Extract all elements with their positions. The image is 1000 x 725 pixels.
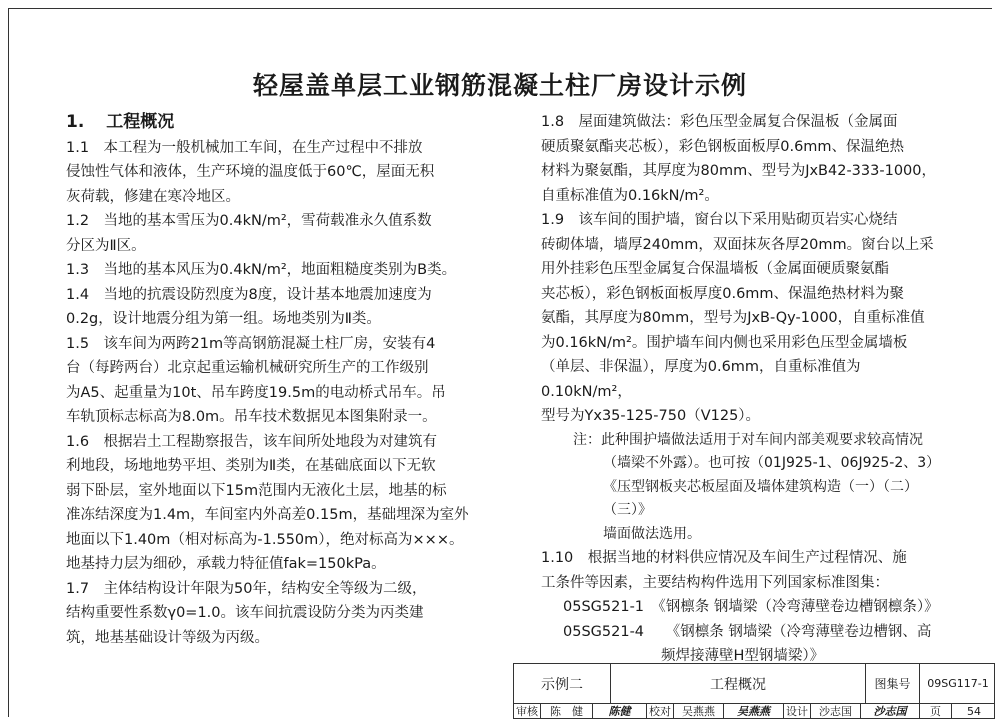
text-line: 1.1 本工程为一般机械加工车间，在生产过程中不排放 (66, 139, 423, 156)
text-line: 地面以下1.40m（相对标高为-1.550m），绝对标高为×××。 (66, 531, 464, 548)
checker-signature: 吴燕燕 (724, 703, 784, 719)
right-body (541, 110, 951, 429)
page-label: 页 (920, 703, 952, 719)
text-line: 1.10 根据当地的材料供应情况及车间生产过程情况、施 (541, 550, 907, 566)
note-line: 墙面做法选用。 (603, 525, 701, 542)
note-line: 《压型钢板夹芯板屋面及墙体建筑构造（一）（二）（三）》 (603, 478, 918, 518)
text-line: 车轨顶标志标高为8.0m。吊车技术数据见本图集附录一。 (66, 409, 437, 425)
text-line: 1.4 当地的抗震设防烈度为8度，设计基本地震加速度为 (66, 286, 432, 303)
atlas-label: 图集号 (866, 664, 920, 703)
text-line: 0.2g，设计地震分组为第一组。场地类别为Ⅱ类。 (66, 311, 381, 327)
page-title: 轻屋盖单层工业钢筋混凝土柱厂房设计示例 (252, 71, 747, 100)
reference-list (541, 595, 951, 669)
text-line: 灰荷载，修建在寒冷地区。 (66, 188, 240, 205)
text-line: 材料为聚氨酯，其厚度为80mm、型号为JxB42-333-1000， (541, 163, 936, 179)
note-line: 注：此种围护墙做法适用于对车间内部美观要求较高情况 (573, 431, 923, 448)
section-title: 工程概况 (106, 112, 175, 132)
text-line: 硬质聚氨酯夹芯板），彩色钢板面板厚0.6mm、保温绝热 (541, 138, 905, 155)
note-block (541, 429, 951, 547)
text-line: 氨酯，其厚度为80mm，型号为JxB-Qy-1000，自重标准值 (541, 310, 925, 326)
text-line: 为0.16kN/m²。围护墙车间内侧也采用彩色压型金属墙板 (541, 334, 908, 351)
check-label: 校对 (647, 703, 674, 719)
text-line: 1.9 该车间的围护墙，窗台以下采用贴砌页岩实心烧结 (541, 212, 898, 228)
example-label: 示例二 (514, 664, 611, 703)
reference-line: 05SG521-1 《钢檩条 钢墙梁（冷弯薄壁卷边槽钢檩条）》 (563, 599, 939, 615)
text-line: （单层、非保温），厚度为0.6mm，自重标准值为0.10kN/m²， (541, 359, 861, 400)
left-column (66, 110, 486, 650)
text-line: 用外挂彩色压型金属复合保温墙板（金属面硬质聚氨酯 (541, 261, 889, 277)
text-line: 1.2 当地的基本雪压为0.4kN/m²，雪荷载准永久值系数 (66, 213, 432, 229)
text-line: 1.6 根据岩土工程勘察报告，该车间所处地段为对建筑有 (66, 433, 438, 450)
design-label: 设计 (784, 703, 811, 719)
text-line: 工条件等因素，主要结构构件选用下列国家标准图集： (541, 574, 889, 591)
text-line: 侵蚀性气体和液体，生产环境的温度低于60℃，屋面无积 (66, 164, 435, 180)
text-line: 1.7 主体结构设计年限为50年，结构安全等级为二级， (66, 580, 427, 597)
right-column (541, 110, 951, 669)
text-line: 台（每跨两台）北京起重运输机械研究所生产的工作级别 (66, 360, 429, 376)
review-label: 审核 (514, 703, 541, 719)
right-body-2 (541, 546, 951, 595)
text-line: 为A5、起重量为10t、吊车跨度19.5m的电动桥式吊车。吊 (66, 384, 446, 401)
page-number: 54 (967, 704, 981, 718)
text-line: 结构重要性系数γ0=1.0。该车间抗震设防分类为丙类建 (66, 605, 424, 621)
section-number: 1. (66, 112, 85, 132)
text-line: 筑，地基基础设计等级为丙级。 (66, 629, 269, 646)
atlas-number: 09SG117-1 (927, 677, 989, 690)
text-line: 1.3 当地的基本风压为0.4kN/m²，地面粗糙度类别为B类。 (66, 262, 457, 278)
text-line: 1.8 屋面建筑做法：彩色压型金属复合保温板（金属面 (541, 114, 898, 130)
title-block (513, 663, 995, 719)
left-body (66, 136, 486, 651)
designer-name: 沙志国 (811, 703, 861, 719)
text-line: 弱下卧层，室外地面以下15m范围内无液化土层，地基的标 (66, 482, 447, 499)
drawing-name: 工程概况 (611, 664, 866, 703)
text-line: 地基持力层为细砂，承载力特征值fak=150kPa。 (66, 556, 386, 572)
reviewer-name: 陈 健 (541, 703, 593, 719)
text-line: 自重标准值为0.16kN/m²。 (541, 187, 719, 204)
reference-line: 05SG521-4 《钢檩条 钢墙梁（冷弯薄壁卷边槽钢、高 (563, 623, 932, 640)
text-line: 利地段，场地地势平坦、类别为Ⅱ类，在基础底面以下无软 (66, 458, 436, 474)
reference-line: 频焊接薄壁H型钢墙梁）》 (661, 648, 825, 664)
note-line: （墙梁不外露）。也可按（01J925-1、06J925-2、3） (603, 455, 941, 471)
text-line: 夹芯板），彩色钢板面板厚度0.6mm、保温绝热材料为聚 (541, 285, 905, 302)
reviewer-signature: 陈健 (593, 703, 647, 719)
designer-signature: 沙志国 (861, 703, 920, 719)
text-line: 型号为Yx35-125-750（V125）。 (541, 408, 761, 424)
text-line: 砖砌体墙，墙厚240mm，双面抹灰各厚20mm。窗台以上采 (541, 236, 934, 253)
checker-name: 吴燕燕 (674, 703, 724, 719)
text-line: 分区为Ⅱ区。 (66, 237, 146, 254)
text-line: 1.5 该车间为两跨21m等高钢筋混凝土柱厂房，安装有4 (66, 335, 436, 352)
section-heading (66, 110, 486, 135)
text-line: 准冻结深度为1.4m，车间室内外高差0.15m，基础埋深为室外 (66, 507, 469, 523)
